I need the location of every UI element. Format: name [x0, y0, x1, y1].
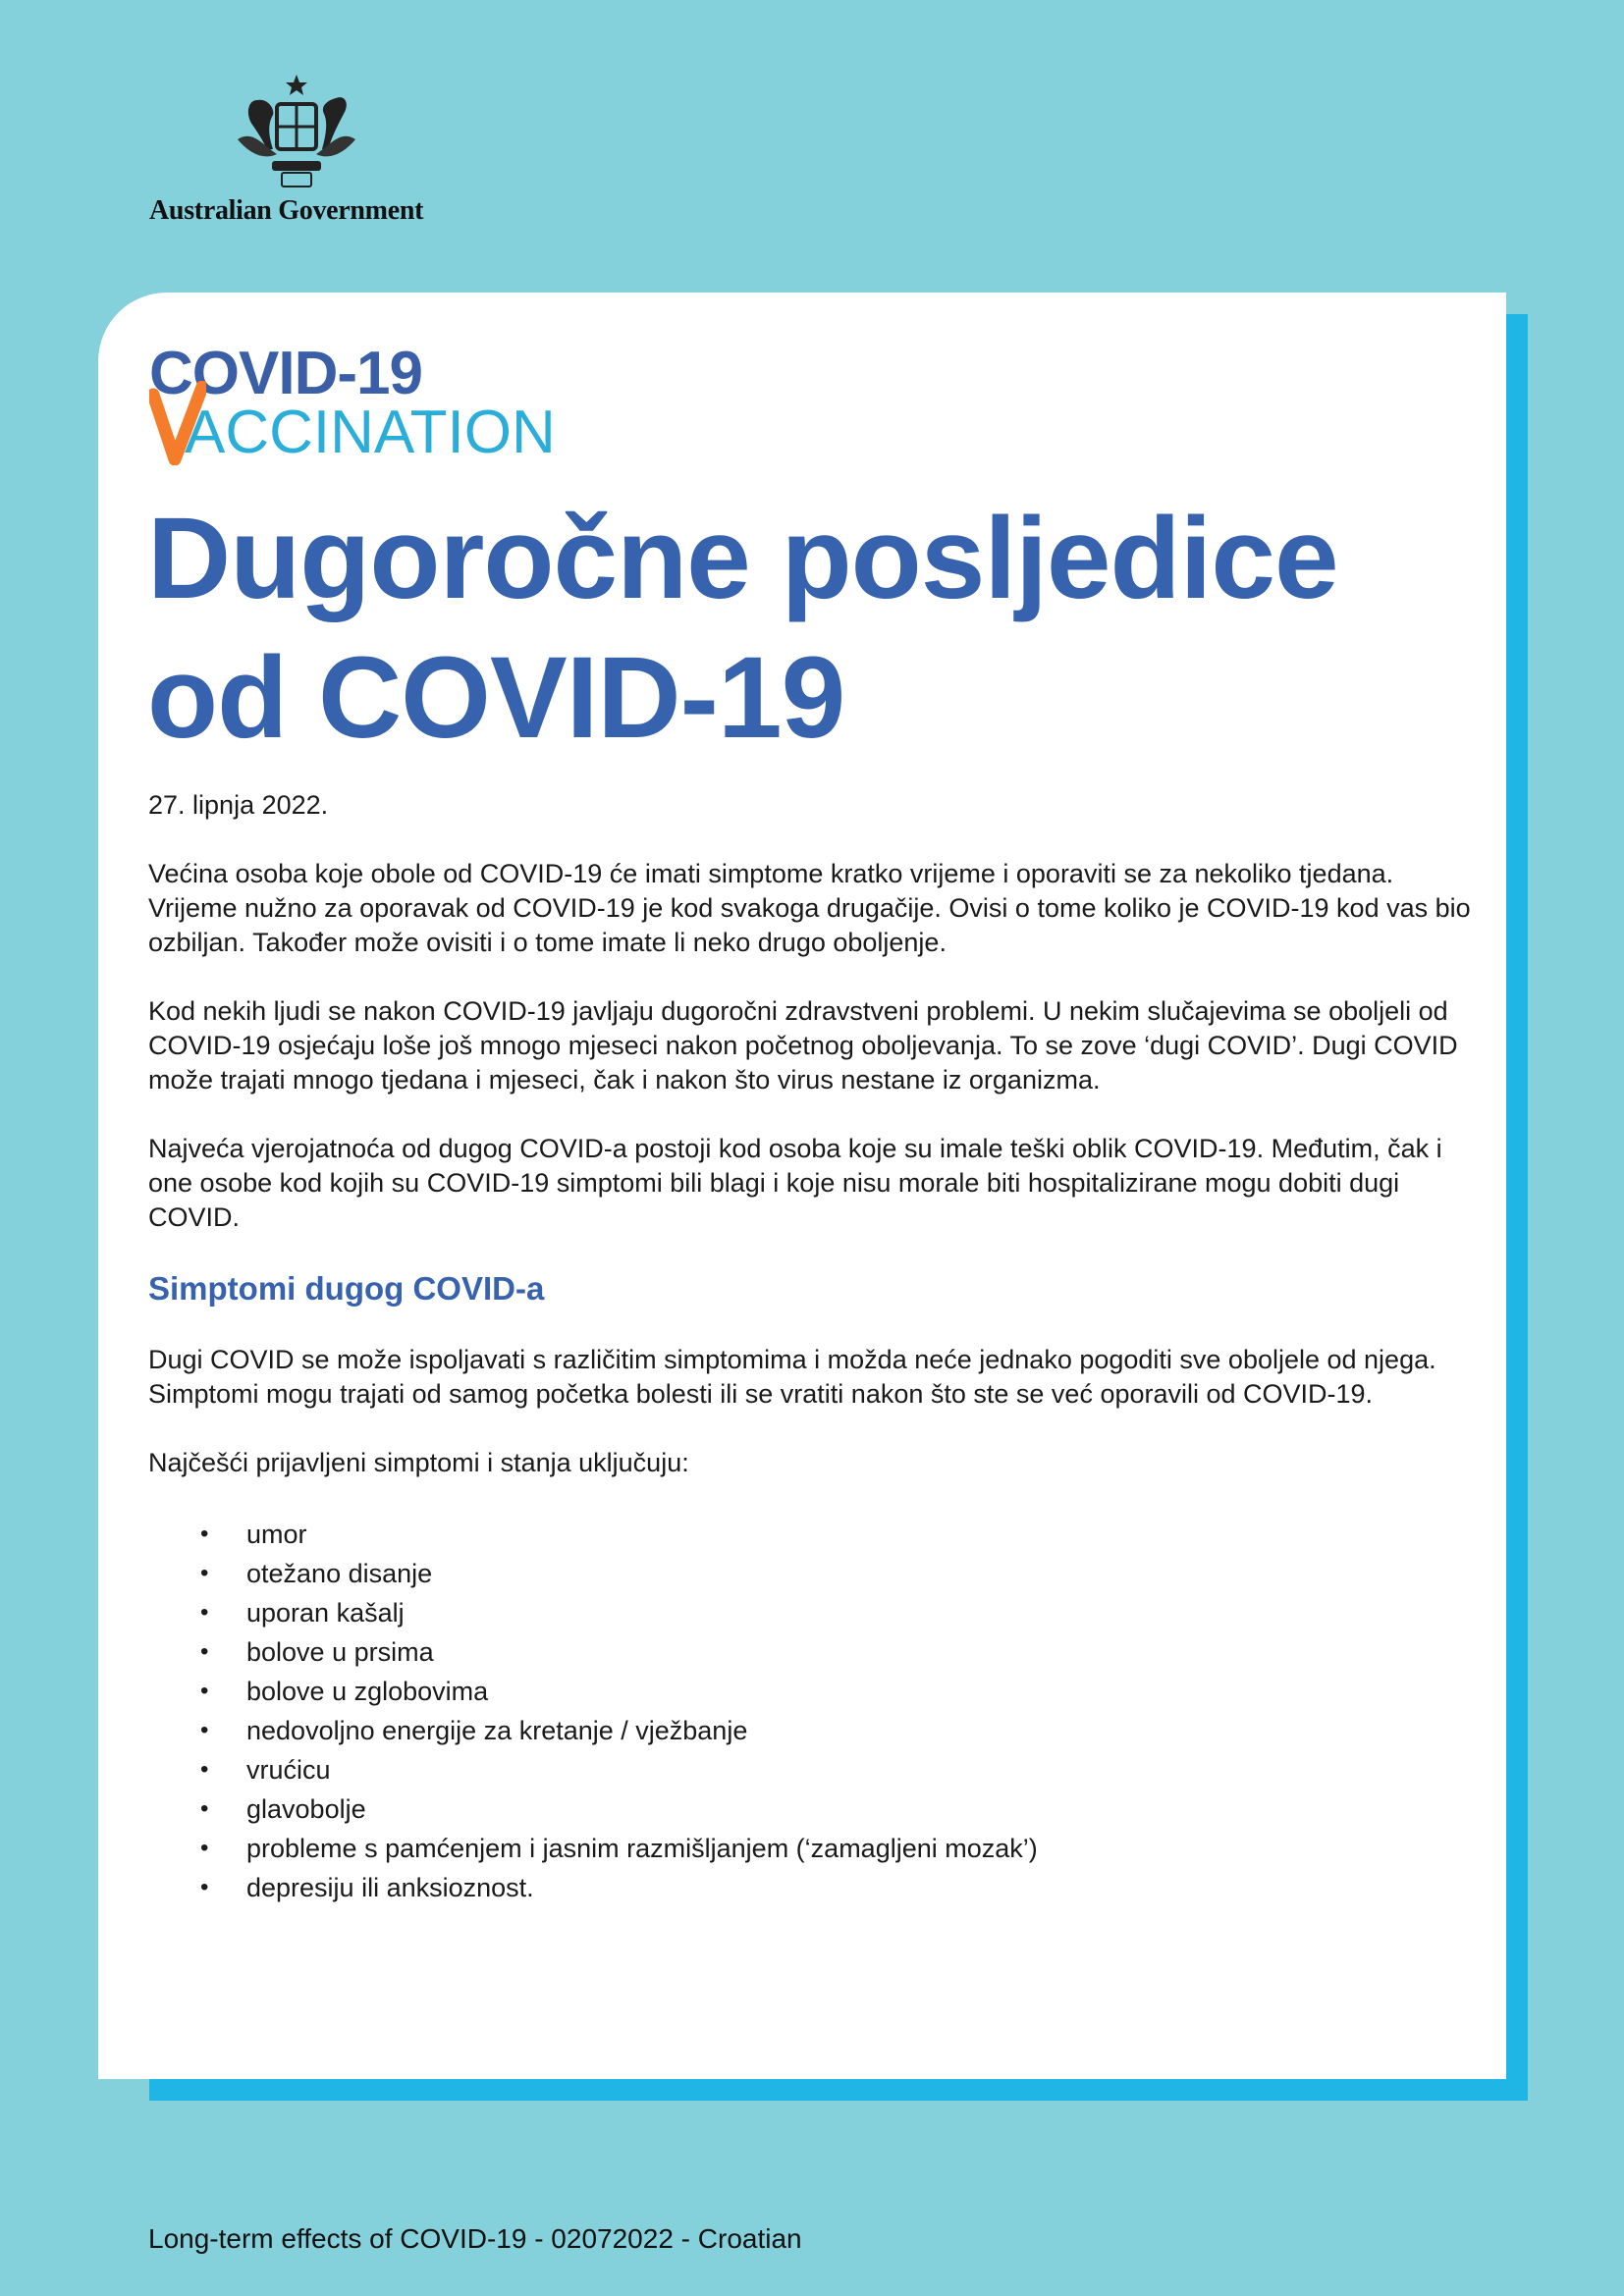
list-item-text: bolove u zglobovima	[246, 1677, 489, 1706]
document-date: 27. lipnja 2022.	[148, 790, 329, 820]
bullet-icon: •	[200, 1599, 209, 1626]
list-item	[148, 1554, 1484, 1593]
bullet-icon: •	[200, 1717, 209, 1743]
list-item	[148, 1711, 1484, 1750]
bullet-icon: •	[200, 1835, 209, 1861]
list-item-text: probleme s pamćenjem i jasnim razmišljanjem (‘zamagljeni mozak’)	[246, 1834, 1038, 1863]
section-heading: Simptomi dugog COVID-a	[148, 1270, 545, 1307]
logo-line-1: COVID-19	[149, 340, 422, 407]
bullet-icon: •	[200, 1521, 209, 1547]
bullet-icon: •	[200, 1795, 209, 1822]
page-title: Dugoročne posljedice od COVID-19	[147, 494, 1338, 763]
list-item-text: uporan kašalj	[246, 1598, 405, 1628]
list-item-text: depresiju ili anksioznost.	[246, 1873, 534, 1902]
list-item	[148, 1789, 1484, 1829]
paragraph: Većina osoba koje obole od COVID-19 će imati simptome kratko vrijeme i oporaviti se za nekoliko tjedana. Vrijeme nužno za oporavak od COVID-19 je kod svakoga drugačije. Ovisi o tome koliko je COVID-19 kod vas bio ozbiljan. Također može ovisiti i o tome imate li neko drugo oboljenje.	[148, 859, 1471, 957]
list-intro: Najčešći prijavljeni simptomi i stanja uključuju:	[148, 1448, 689, 1477]
bullet-icon: •	[200, 1874, 209, 1900]
list-item	[148, 1868, 1484, 1907]
list-item	[148, 1829, 1484, 1868]
list-item-text: bolove u prsima	[246, 1637, 434, 1667]
list-item-text: nedovoljno energije za kretanje / vježbanje	[246, 1716, 748, 1745]
symptom-list	[148, 1515, 1484, 1907]
list-item	[148, 1593, 1484, 1632]
document-body	[148, 788, 1484, 1907]
bullet-icon: •	[200, 1756, 209, 1783]
coat-of-arms-icon	[218, 71, 375, 198]
footer-text: Long-term effects of COVID-19 - 02072022 - Croatian	[148, 2223, 802, 2254]
covid-vaccination-logo	[149, 340, 601, 466]
list-item	[148, 1515, 1484, 1554]
list-item-text: umor	[246, 1520, 307, 1549]
list-item	[148, 1632, 1484, 1672]
bullet-icon: •	[200, 1560, 209, 1586]
list-item	[148, 1750, 1484, 1789]
list-item	[148, 1672, 1484, 1711]
document-card	[98, 293, 1506, 2079]
bullet-icon: •	[200, 1638, 209, 1665]
paragraph: Kod nekih ljudi se nakon COVID-19 javljaju dugoročni zdravstveni problemi. U nekim slučajevima se oboljeli od COVID-19 osjećaju loše još mnogo mjeseci nakon početnog oboljevanja. To se zove ‘dugi COVID’. Dugi COVID može trajati mnogo tjedana i mjeseci, čak i nakon što virus nestane iz organizma.	[148, 996, 1458, 1095]
bullet-icon: •	[200, 1678, 209, 1704]
logo-line-2: ACCINATION	[185, 399, 556, 466]
paragraph: Najveća vjerojatnoća od dugog COVID-a postoji kod osoba koje su imale teški oblik COVID-19. Međutim, čak i one osobe kod kojih su COVID-19 simptomi bili blagi i koje nisu morale biti hospitalizirane mogu dobiti dugi COVID.	[148, 1134, 1442, 1232]
list-item-text: glavobolje	[246, 1794, 366, 1824]
government-crest	[149, 61, 444, 226]
list-item-text: vrućicu	[246, 1755, 331, 1785]
government-name: Australian Government	[149, 195, 424, 226]
paragraph: Dugi COVID se može ispoljavati s različitim simptomima i možda neće jednako pogoditi sve oboljele od njega. Simptomi mogu trajati od samog početka bolesti ili se vratiti nakon što ste se već oporavili od COVID-19.	[148, 1345, 1436, 1409]
list-item-text: otežano disanje	[246, 1559, 433, 1588]
